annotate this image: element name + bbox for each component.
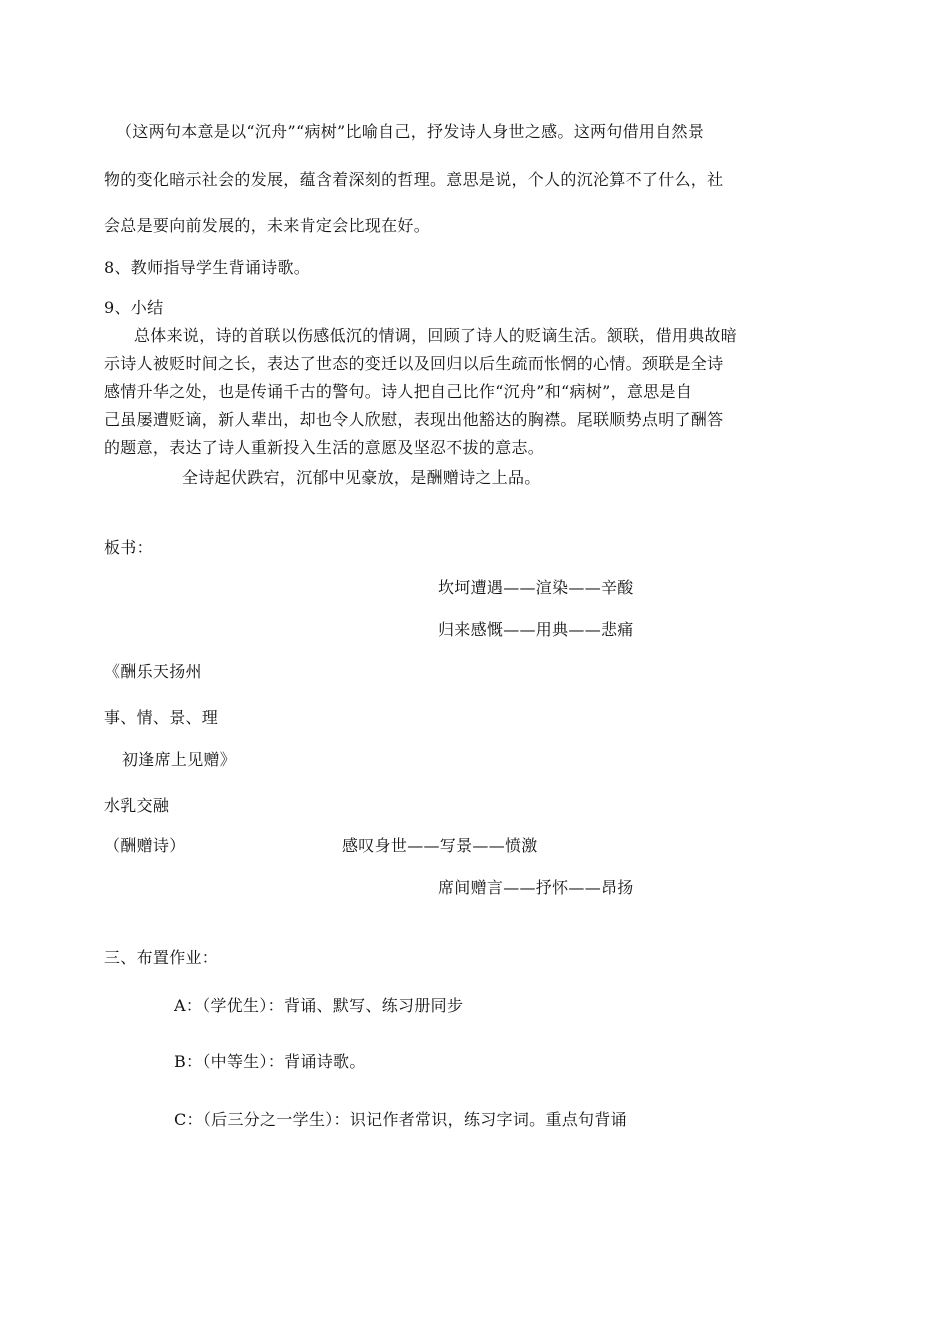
board-row-3: 感叹身世——写景——愤激 — [342, 836, 538, 855]
summary-conclusion: 全诗起伏跌宕，沉郁中见豪放，是酬赠诗之上品。 — [182, 468, 541, 487]
board-title-part-1: 《酬乐天扬州 — [104, 662, 202, 681]
step-8: 8、教师指导学生背诵诗歌。 — [104, 258, 311, 277]
explanation-line-3: 会总是要向前发展的，未来肯定会比现在好。 — [104, 216, 431, 235]
homework-heading: 三、布置作业： — [104, 948, 219, 967]
board-row-4: 席间赠言——抒怀——昂扬 — [438, 878, 634, 897]
step-9-title: 9、小结 — [104, 298, 164, 317]
explanation-line-2: 物的变化暗示社会的发展，蕴含着深刻的哲理。意思是说，个人的沉沦算不了什么，社 — [104, 170, 724, 189]
board-title-part-2: 初逢席上见赠》 — [122, 750, 237, 769]
homework-a: A：（学优生）：背诵、默写、练习册同步 — [174, 996, 464, 1015]
board-row-2: 归来感慨——用典——悲痛 — [438, 620, 634, 639]
summary-line-2: 示诗人被贬时间之长，表达了世态的变迁以及回归以后生疏而怅惘的心情。颈联是全诗 — [104, 354, 724, 373]
board-elements: 事、情、景、理 — [104, 708, 219, 727]
homework-c: C：（后三分之一学生）：识记作者常识，练习字词。重点句背诵 — [174, 1110, 627, 1129]
board-blend: 水乳交融 — [104, 796, 170, 815]
board-row-1: 坎坷遭遇——渲染——辛酸 — [438, 578, 634, 597]
homework-b: B：（中等生）：背诵诗歌。 — [174, 1052, 366, 1071]
board-label: 板书： — [104, 538, 153, 557]
summary-line-3: 感情升华之处，也是传诵千古的警句。诗人把自己比作“沉舟”和“病树”，意思是自 — [104, 382, 693, 401]
summary-line-4: 己虽屡遭贬谪，新人辈出，却也令人欣慰，表现出他豁达的胸襟。尾联顺势点明了酬答 — [104, 410, 724, 429]
summary-line-5: 的题意，表达了诗人重新投入生活的意愿及坚忍不拔的意志。 — [104, 438, 545, 457]
summary-line-1: 总体来说，诗的首联以伤感低沉的情调，回顾了诗人的贬谪生活。颔联，借用典故暗 — [134, 326, 738, 345]
explanation-line-1: （这两句本意是以“沉舟”“病树”比喻自己，抒发诗人身世之感。这两句借用自然景 — [116, 122, 705, 141]
board-genre: （酬赠诗） — [104, 836, 186, 855]
